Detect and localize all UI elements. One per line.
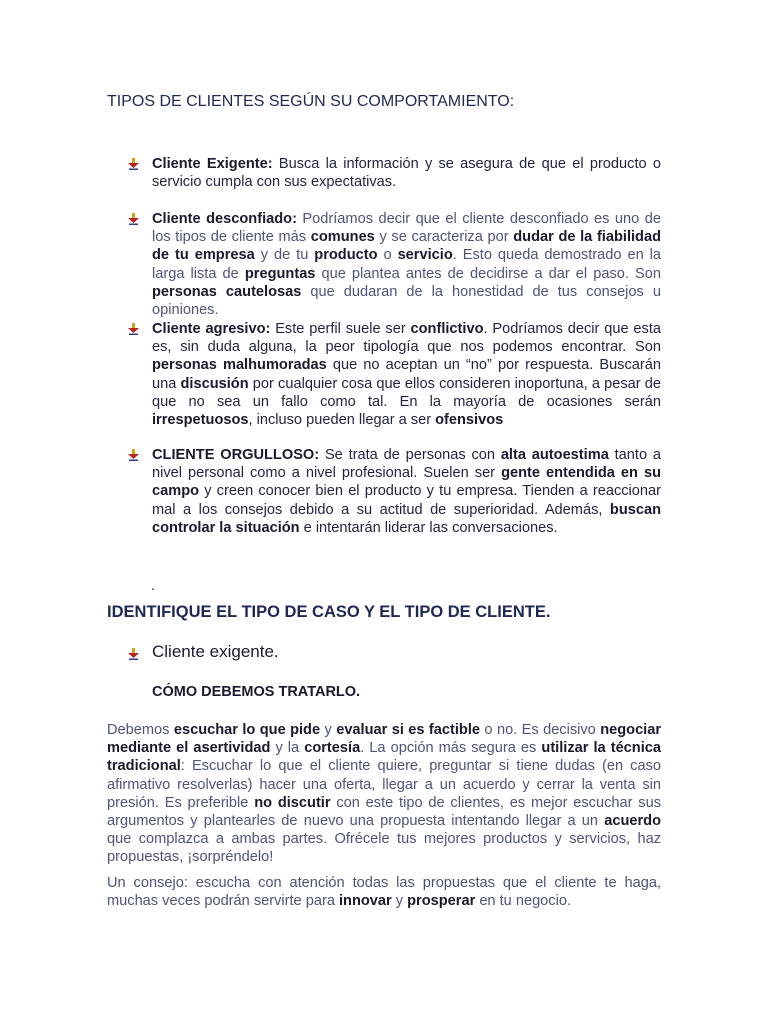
text-run: o no. Es decisivo: [480, 722, 601, 738]
text-run: : Escuchar lo que el cliente quiere, preguntar si tiene dudas (en caso afirmativo resolverlas) hacer una oferta, llegar a un acuerdo y cerrar la venta sin presión. Es preferible: [107, 758, 661, 811]
bold-run: no discutir: [254, 794, 331, 811]
text-run: Se trata de personas con: [319, 447, 501, 463]
text-run: y: [391, 893, 408, 910]
text-run: que no aceptan un “no” por respuesta. Buscarán una: [152, 357, 661, 392]
bold-run: personas malhumoradas: [152, 357, 327, 374]
bold-run: comunes: [310, 229, 375, 246]
item-label: Cliente desconfiado:: [152, 211, 297, 227]
bold-run: alta autoestima: [500, 447, 609, 463]
text-run: . Podríamos decir que esta es, sin duda alguna, la peor tipología que nos podemos encontrar. Son: [152, 321, 661, 356]
item-label: Cliente Exigente:: [152, 156, 273, 172]
arrow-down-bullet-icon: [128, 323, 139, 335]
bold-run: utilizar la técnica tradicional: [107, 740, 661, 775]
text-run: , incluso pueden llegar a ser: [248, 412, 436, 429]
text-run: Un consejo: escucha con atención todas las propuestas que el cliente te haga, muchas veces podrán servirte para: [107, 875, 661, 910]
text-run: o: [377, 247, 398, 264]
text-run: con este tipo de clientes, es mejor escuchar sus argumentos y plantearles de nuevo una propuesta intentando llegar a un: [107, 794, 661, 830]
text-run: y la: [270, 740, 305, 757]
bold-run: acuerdo: [604, 813, 661, 830]
arrow-down-bullet-icon: [128, 449, 139, 461]
section-title-tipos-clientes: TIPOS DE CLIENTES SEGÚN SU COMPORTAMIENTO:: [107, 93, 515, 110]
bold-run: prosperar: [407, 893, 476, 910]
case-item-text: Cliente exigente.: [152, 642, 279, 661]
bold-run: negociar mediante el asertividad: [107, 722, 662, 757]
text-run: que dudaran de la honestidad de tus consejos u opiniones.: [152, 283, 661, 319]
bold-run: innovar: [339, 893, 392, 910]
text-run: . La opción más segura es: [360, 740, 542, 757]
bold-run: irrespetuosos: [152, 412, 249, 429]
text-run: e intentarán liderar las conversaciones.: [299, 519, 558, 536]
arrow-down-bullet-icon: [128, 158, 139, 170]
bold-run: cortesía: [304, 740, 361, 757]
arrow-down-bullet-icon: [128, 648, 139, 660]
bold-run: ofensivos: [435, 412, 504, 429]
text-run: tanto a nivel personal como a nivel profesional. Suelen ser: [152, 447, 661, 482]
bold-run: escuchar lo que pide: [173, 722, 321, 738]
text-run: en tu negocio.: [475, 893, 572, 910]
list-item-case-cliente-exigente: [128, 643, 661, 661]
bold-run: personas cautelosas: [152, 283, 302, 300]
text-run: Este perfil suele ser: [270, 321, 411, 337]
bold-run: gente entendida en su campo: [152, 465, 661, 500]
section-title-identifique: IDENTIFIQUE EL TIPO DE CASO Y EL TIPO DE CLIENTE.: [107, 603, 551, 621]
text-run: y creen conocer bien el producto y tu empresa. Tienden a reaccionar mal a los consejos debido a su actitud de superioridad. Además,: [152, 483, 661, 518]
paragraph-como-tratarlo: [107, 721, 661, 867]
text-run: y de tu: [254, 247, 315, 264]
item-label: Cliente agresivo:: [152, 321, 271, 337]
list-item-cliente-orgulloso: [128, 446, 661, 537]
list-item-text: [152, 446, 661, 537]
stray-period: .: [151, 577, 155, 593]
item-description: Busca la información y se asegura de que el producto o servicio cumpla con sus expectativas.: [152, 156, 661, 191]
item-label: CLIENTE ORGULLOSO:: [152, 447, 320, 463]
text-run: que plantea antes de decidirse a dar el paso. Son: [315, 265, 661, 282]
text-run: que complazca a ambas partes. Ofrécele tus mejores productos y servicios, haz propuestas, ¡sorpréndelo!: [107, 831, 661, 866]
list-item-cliente-agresivo: [128, 320, 661, 429]
text-run: Debemos: [107, 722, 174, 738]
bold-run: preguntas: [244, 265, 316, 282]
list-item-cliente-desconfiado: [128, 210, 661, 319]
bold-run: servicio: [397, 247, 453, 264]
text-run: Podríamos decir que el cliente desconfiado es uno de los tipos de cliente más: [152, 211, 661, 246]
bold-run: producto: [314, 247, 378, 264]
bold-run: dudar de la fiabilidad de tu empresa: [152, 229, 661, 264]
list-item-text: [152, 320, 661, 429]
text-run: . Esto queda demostrado en la larga lista de: [152, 247, 662, 282]
list-item-text: [152, 210, 661, 319]
list-item-text: [152, 155, 661, 191]
paragraph-consejo: [107, 874, 661, 910]
arrow-down-bullet-icon: [128, 213, 139, 225]
text-run: y: [320, 722, 337, 738]
bold-run: discusión: [180, 375, 249, 392]
subheading-como-tratarlo: CÓMO DEBEMOS TRATARLO.: [152, 684, 361, 700]
bold-run: conflictivo: [410, 321, 484, 337]
list-item-cliente-exigente: [128, 155, 661, 191]
bold-run: evaluar si es factible: [336, 722, 481, 738]
text-run: por cualquier cosa que ellos consideren inoportuna, a pesar de que no sea un fallo como tal. En la mayoría de ocasiones serán: [152, 375, 662, 410]
text-run: y se caracteriza por: [374, 229, 514, 246]
bold-run: buscan controlar la situación: [152, 501, 661, 536]
